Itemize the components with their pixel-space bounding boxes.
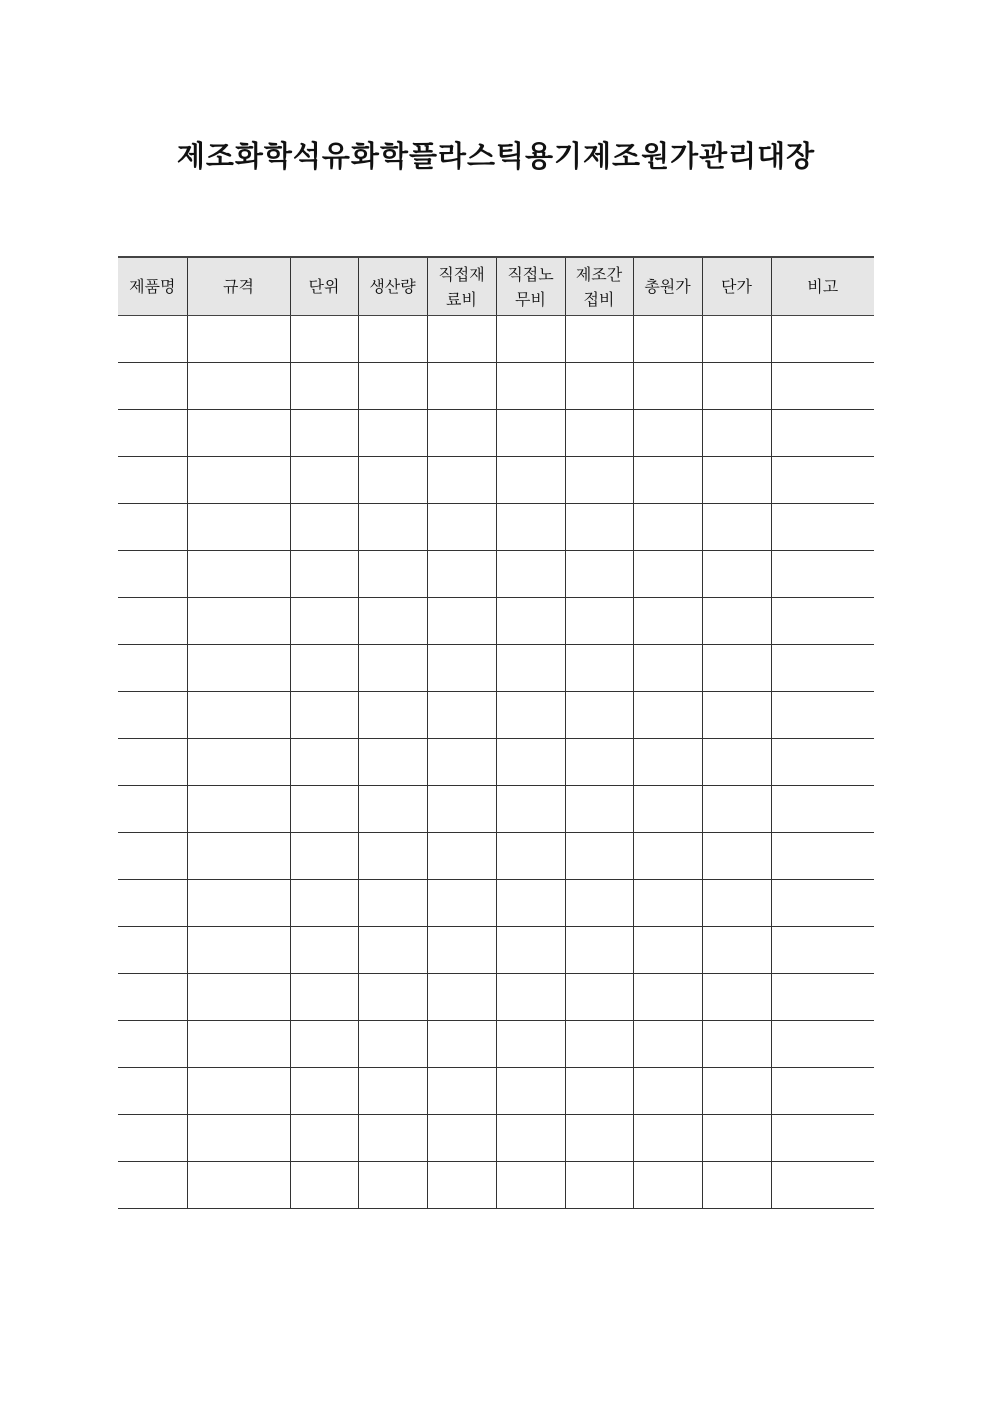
cell-unit-price[interactable] bbox=[702, 316, 771, 363]
table-row bbox=[118, 457, 874, 504]
cell-manufacturing-overhead[interactable] bbox=[565, 316, 633, 363]
cell-unit[interactable] bbox=[290, 410, 358, 457]
cell-production-qty[interactable] bbox=[358, 645, 427, 692]
cell-unit[interactable] bbox=[290, 786, 358, 833]
cell-unit-price[interactable] bbox=[702, 739, 771, 786]
cell-unit-price[interactable] bbox=[702, 833, 771, 880]
cell-spec[interactable] bbox=[187, 504, 290, 551]
header-unit-price: 단가 bbox=[702, 257, 771, 316]
cell-unit-price[interactable] bbox=[702, 1115, 771, 1162]
cell-manufacturing-overhead[interactable] bbox=[565, 833, 633, 880]
cell-direct-material-cost[interactable] bbox=[427, 927, 496, 974]
cell-total-cost[interactable] bbox=[633, 645, 702, 692]
cell-production-qty[interactable] bbox=[358, 551, 427, 598]
cell-direct-labor-cost[interactable] bbox=[496, 551, 565, 598]
table-row bbox=[118, 645, 874, 692]
cell-production-qty[interactable] bbox=[358, 692, 427, 739]
cell-production-qty[interactable] bbox=[358, 1115, 427, 1162]
cell-direct-labor-cost[interactable] bbox=[496, 1162, 565, 1209]
cell-product-name[interactable] bbox=[118, 927, 187, 974]
cell-direct-labor-cost[interactable] bbox=[496, 1068, 565, 1115]
cell-remarks[interactable] bbox=[771, 1162, 874, 1209]
cell-product-name[interactable] bbox=[118, 739, 187, 786]
cell-total-cost[interactable] bbox=[633, 974, 702, 1021]
cell-manufacturing-overhead[interactable] bbox=[565, 598, 633, 645]
cell-remarks[interactable] bbox=[771, 410, 874, 457]
cell-manufacturing-overhead[interactable] bbox=[565, 974, 633, 1021]
cell-spec[interactable] bbox=[187, 1021, 290, 1068]
cell-product-name[interactable] bbox=[118, 692, 187, 739]
table-row bbox=[118, 410, 874, 457]
table-row bbox=[118, 833, 874, 880]
cell-unit-price[interactable] bbox=[702, 598, 771, 645]
cell-product-name[interactable] bbox=[118, 1162, 187, 1209]
cell-product-name[interactable] bbox=[118, 316, 187, 363]
cell-unit-price[interactable] bbox=[702, 974, 771, 1021]
cell-remarks[interactable] bbox=[771, 316, 874, 363]
table-row bbox=[118, 598, 874, 645]
cell-manufacturing-overhead[interactable] bbox=[565, 457, 633, 504]
cell-total-cost[interactable] bbox=[633, 1068, 702, 1115]
cell-unit-price[interactable] bbox=[702, 692, 771, 739]
header-remarks: 비고 bbox=[771, 257, 874, 316]
cell-direct-labor-cost[interactable] bbox=[496, 363, 565, 410]
cell-unit-price[interactable] bbox=[702, 880, 771, 927]
cell-direct-labor-cost[interactable] bbox=[496, 598, 565, 645]
cell-production-qty[interactable] bbox=[358, 457, 427, 504]
cell-total-cost[interactable] bbox=[633, 833, 702, 880]
cell-unit-price[interactable] bbox=[702, 504, 771, 551]
cell-product-name[interactable] bbox=[118, 1021, 187, 1068]
cell-unit-price[interactable] bbox=[702, 645, 771, 692]
cell-spec[interactable] bbox=[187, 551, 290, 598]
cell-total-cost[interactable] bbox=[633, 1162, 702, 1209]
table-row bbox=[118, 974, 874, 1021]
cell-direct-material-cost[interactable] bbox=[427, 880, 496, 927]
cell-unit[interactable] bbox=[290, 739, 358, 786]
cell-spec[interactable] bbox=[187, 598, 290, 645]
cell-unit[interactable] bbox=[290, 363, 358, 410]
cell-direct-labor-cost[interactable] bbox=[496, 739, 565, 786]
cell-direct-labor-cost[interactable] bbox=[496, 504, 565, 551]
cell-direct-material-cost[interactable] bbox=[427, 1068, 496, 1115]
cell-direct-material-cost[interactable] bbox=[427, 316, 496, 363]
table-row bbox=[118, 786, 874, 833]
cell-product-name[interactable] bbox=[118, 974, 187, 1021]
header-product-name: 제품명 bbox=[118, 257, 187, 316]
header-total-cost: 총원가 bbox=[633, 257, 702, 316]
cell-remarks[interactable] bbox=[771, 739, 874, 786]
cell-spec[interactable] bbox=[187, 410, 290, 457]
cell-unit[interactable] bbox=[290, 1115, 358, 1162]
cell-unit-price[interactable] bbox=[702, 1068, 771, 1115]
cell-total-cost[interactable] bbox=[633, 1115, 702, 1162]
header-direct-labor-cost: 직접노 무비 bbox=[496, 257, 565, 316]
cell-unit[interactable] bbox=[290, 833, 358, 880]
header-production-qty: 생산량 bbox=[358, 257, 427, 316]
cell-direct-material-cost[interactable] bbox=[427, 457, 496, 504]
cell-production-qty[interactable] bbox=[358, 739, 427, 786]
cell-manufacturing-overhead[interactable] bbox=[565, 1162, 633, 1209]
cell-production-qty[interactable] bbox=[358, 786, 427, 833]
cell-spec[interactable] bbox=[187, 645, 290, 692]
cell-product-name[interactable] bbox=[118, 833, 187, 880]
cell-total-cost[interactable] bbox=[633, 1021, 702, 1068]
cell-spec[interactable] bbox=[187, 927, 290, 974]
cell-direct-material-cost[interactable] bbox=[427, 410, 496, 457]
header-spec: 규격 bbox=[187, 257, 290, 316]
cell-production-qty[interactable] bbox=[358, 927, 427, 974]
cell-product-name[interactable] bbox=[118, 551, 187, 598]
cell-production-qty[interactable] bbox=[358, 1068, 427, 1115]
cell-total-cost[interactable] bbox=[633, 880, 702, 927]
cell-total-cost[interactable] bbox=[633, 504, 702, 551]
cell-unit-price[interactable] bbox=[702, 927, 771, 974]
cell-direct-labor-cost[interactable] bbox=[496, 692, 565, 739]
cell-product-name[interactable] bbox=[118, 410, 187, 457]
cell-spec[interactable] bbox=[187, 316, 290, 363]
cell-spec[interactable] bbox=[187, 1162, 290, 1209]
cell-production-qty[interactable] bbox=[358, 1162, 427, 1209]
cell-manufacturing-overhead[interactable] bbox=[565, 692, 633, 739]
cell-production-qty[interactable] bbox=[358, 833, 427, 880]
cell-direct-labor-cost[interactable] bbox=[496, 786, 565, 833]
cell-total-cost[interactable] bbox=[633, 316, 702, 363]
cell-manufacturing-overhead[interactable] bbox=[565, 410, 633, 457]
cell-direct-material-cost[interactable] bbox=[427, 739, 496, 786]
cell-remarks[interactable] bbox=[771, 974, 874, 1021]
table-row bbox=[118, 1068, 874, 1115]
cell-total-cost[interactable] bbox=[633, 739, 702, 786]
cell-product-name[interactable] bbox=[118, 457, 187, 504]
cell-remarks[interactable] bbox=[771, 1021, 874, 1068]
table-row bbox=[118, 1115, 874, 1162]
cell-unit-price[interactable] bbox=[702, 786, 771, 833]
cell-unit[interactable] bbox=[290, 457, 358, 504]
cell-production-qty[interactable] bbox=[358, 1021, 427, 1068]
cell-unit[interactable] bbox=[290, 316, 358, 363]
cell-manufacturing-overhead[interactable] bbox=[565, 927, 633, 974]
table-row bbox=[118, 927, 874, 974]
cell-remarks[interactable] bbox=[771, 1115, 874, 1162]
cell-product-name[interactable] bbox=[118, 1115, 187, 1162]
cell-spec[interactable] bbox=[187, 974, 290, 1021]
cell-direct-material-cost[interactable] bbox=[427, 833, 496, 880]
cell-direct-labor-cost[interactable] bbox=[496, 1021, 565, 1068]
cell-unit[interactable] bbox=[290, 598, 358, 645]
cell-remarks[interactable] bbox=[771, 1068, 874, 1115]
cell-product-name[interactable] bbox=[118, 645, 187, 692]
cell-product-name[interactable] bbox=[118, 1068, 187, 1115]
cell-manufacturing-overhead[interactable] bbox=[565, 645, 633, 692]
page-title: 제조화학석유화학플라스틱용기제조원가관리대장 bbox=[176, 139, 816, 173]
table-row bbox=[118, 551, 874, 598]
cell-product-name[interactable] bbox=[118, 504, 187, 551]
cell-direct-labor-cost[interactable] bbox=[496, 645, 565, 692]
cell-direct-labor-cost[interactable] bbox=[496, 833, 565, 880]
cell-direct-material-cost[interactable] bbox=[427, 786, 496, 833]
cell-unit-price[interactable] bbox=[702, 1021, 771, 1068]
cell-spec[interactable] bbox=[187, 739, 290, 786]
cell-unit[interactable] bbox=[290, 1068, 358, 1115]
header-manufacturing-overhead: 제조간 접비 bbox=[565, 257, 633, 316]
cell-product-name[interactable] bbox=[118, 786, 187, 833]
cell-direct-labor-cost[interactable] bbox=[496, 1115, 565, 1162]
cell-unit-price[interactable] bbox=[702, 1162, 771, 1209]
cell-total-cost[interactable] bbox=[633, 457, 702, 504]
cell-remarks[interactable] bbox=[771, 598, 874, 645]
cell-remarks[interactable] bbox=[771, 692, 874, 739]
cell-direct-labor-cost[interactable] bbox=[496, 316, 565, 363]
cell-direct-material-cost[interactable] bbox=[427, 504, 496, 551]
cell-direct-labor-cost[interactable] bbox=[496, 974, 565, 1021]
cell-direct-material-cost[interactable] bbox=[427, 974, 496, 1021]
cell-product-name[interactable] bbox=[118, 880, 187, 927]
cell-direct-material-cost[interactable] bbox=[427, 551, 496, 598]
cell-total-cost[interactable] bbox=[633, 410, 702, 457]
cell-remarks[interactable] bbox=[771, 786, 874, 833]
cell-direct-labor-cost[interactable] bbox=[496, 927, 565, 974]
cell-production-qty[interactable] bbox=[358, 316, 427, 363]
cell-unit-price[interactable] bbox=[702, 457, 771, 504]
cell-spec[interactable] bbox=[187, 692, 290, 739]
cell-direct-material-cost[interactable] bbox=[427, 645, 496, 692]
cell-product-name[interactable] bbox=[118, 363, 187, 410]
cell-manufacturing-overhead[interactable] bbox=[565, 1021, 633, 1068]
cell-production-qty[interactable] bbox=[358, 410, 427, 457]
cell-unit[interactable] bbox=[290, 504, 358, 551]
cell-total-cost[interactable] bbox=[633, 363, 702, 410]
cell-total-cost[interactable] bbox=[633, 598, 702, 645]
cell-unit[interactable] bbox=[290, 927, 358, 974]
cell-remarks[interactable] bbox=[771, 457, 874, 504]
cell-direct-labor-cost[interactable] bbox=[496, 457, 565, 504]
table-row bbox=[118, 363, 874, 410]
table-row bbox=[118, 1162, 874, 1209]
cell-manufacturing-overhead[interactable] bbox=[565, 880, 633, 927]
cell-unit[interactable] bbox=[290, 551, 358, 598]
cell-spec[interactable] bbox=[187, 1068, 290, 1115]
cell-spec[interactable] bbox=[187, 786, 290, 833]
cell-direct-material-cost[interactable] bbox=[427, 1021, 496, 1068]
cell-remarks[interactable] bbox=[771, 833, 874, 880]
cell-spec[interactable] bbox=[187, 833, 290, 880]
cell-total-cost[interactable] bbox=[633, 551, 702, 598]
cell-spec[interactable] bbox=[187, 457, 290, 504]
header-row bbox=[118, 257, 874, 316]
cell-direct-labor-cost[interactable] bbox=[496, 410, 565, 457]
cell-unit[interactable] bbox=[290, 974, 358, 1021]
cell-unit[interactable] bbox=[290, 645, 358, 692]
cell-unit[interactable] bbox=[290, 1021, 358, 1068]
table-row bbox=[118, 692, 874, 739]
cell-direct-material-cost[interactable] bbox=[427, 1115, 496, 1162]
cost-ledger-table bbox=[118, 256, 874, 1209]
cell-unit-price[interactable] bbox=[702, 551, 771, 598]
cell-total-cost[interactable] bbox=[633, 786, 702, 833]
cell-remarks[interactable] bbox=[771, 927, 874, 974]
cell-production-qty[interactable] bbox=[358, 974, 427, 1021]
cell-manufacturing-overhead[interactable] bbox=[565, 504, 633, 551]
table-row bbox=[118, 1021, 874, 1068]
cell-direct-labor-cost[interactable] bbox=[496, 880, 565, 927]
cell-manufacturing-overhead[interactable] bbox=[565, 1068, 633, 1115]
table-row bbox=[118, 316, 874, 363]
cell-manufacturing-overhead[interactable] bbox=[565, 1115, 633, 1162]
cell-unit-price[interactable] bbox=[702, 410, 771, 457]
cell-remarks[interactable] bbox=[771, 645, 874, 692]
cell-unit[interactable] bbox=[290, 1162, 358, 1209]
cell-remarks[interactable] bbox=[771, 363, 874, 410]
cell-manufacturing-overhead[interactable] bbox=[565, 786, 633, 833]
cell-direct-material-cost[interactable] bbox=[427, 363, 496, 410]
cell-spec[interactable] bbox=[187, 880, 290, 927]
cell-unit-price[interactable] bbox=[702, 363, 771, 410]
cell-remarks[interactable] bbox=[771, 880, 874, 927]
cell-remarks[interactable] bbox=[771, 551, 874, 598]
cell-manufacturing-overhead[interactable] bbox=[565, 363, 633, 410]
cell-total-cost[interactable] bbox=[633, 692, 702, 739]
cell-production-qty[interactable] bbox=[358, 504, 427, 551]
cell-manufacturing-overhead[interactable] bbox=[565, 551, 633, 598]
table-row bbox=[118, 739, 874, 786]
cell-spec[interactable] bbox=[187, 1115, 290, 1162]
cell-production-qty[interactable] bbox=[358, 363, 427, 410]
table-row bbox=[118, 880, 874, 927]
cell-production-qty[interactable] bbox=[358, 880, 427, 927]
cell-remarks[interactable] bbox=[771, 504, 874, 551]
cell-unit[interactable] bbox=[290, 692, 358, 739]
cell-production-qty[interactable] bbox=[358, 598, 427, 645]
header-unit: 단위 bbox=[290, 257, 358, 316]
cell-unit[interactable] bbox=[290, 880, 358, 927]
table-row bbox=[118, 504, 874, 551]
cell-direct-material-cost[interactable] bbox=[427, 598, 496, 645]
cell-manufacturing-overhead[interactable] bbox=[565, 739, 633, 786]
cell-direct-material-cost[interactable] bbox=[427, 1162, 496, 1209]
cell-product-name[interactable] bbox=[118, 598, 187, 645]
cell-spec[interactable] bbox=[187, 363, 290, 410]
cell-direct-material-cost[interactable] bbox=[427, 692, 496, 739]
table-body bbox=[118, 316, 874, 1209]
cell-total-cost[interactable] bbox=[633, 927, 702, 974]
header-direct-material-cost: 직접재 료비 bbox=[427, 257, 496, 316]
